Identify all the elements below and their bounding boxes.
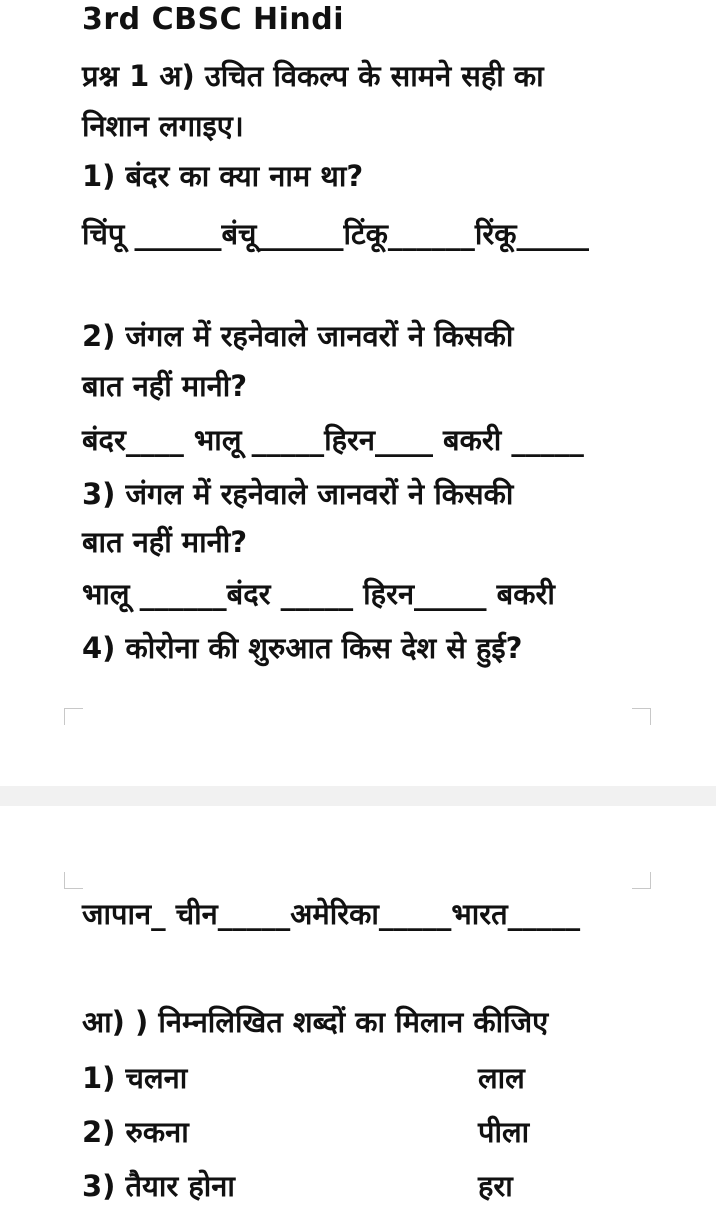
question-1-instruction-line-1: प्रश्न 1 अ) उचित विकल्प के सामने सही का xyxy=(82,59,544,93)
match-left-item: 3) तैयार होना xyxy=(82,1169,235,1203)
match-right-item: लाल xyxy=(478,1061,525,1095)
question-1-3-options: भालू ______बंदर _____ हिरन_____ बकरी xyxy=(82,577,555,611)
match-row xyxy=(82,1058,187,1098)
question-1-4-options: जापान_ चीन_____अमेरिका_____भारत_____ xyxy=(82,897,581,931)
question-1-2-text-line-2: बात नहीं मानी? xyxy=(82,369,248,403)
question-1-1-options: चिंपू ______बंचू______टिंकू______रिंकू_____ xyxy=(82,217,590,251)
document-title: 3rd CBSC Hindi xyxy=(82,2,345,37)
page-corner-mark xyxy=(64,708,83,725)
match-left-item: 1) चलना xyxy=(82,1061,188,1095)
match-left-item: 2) रुकना xyxy=(82,1115,189,1149)
page-break xyxy=(0,786,716,806)
question-1-2-text-line-1: 2) जंगल में रहनेवाले जानवरों ने किसकी xyxy=(82,319,514,353)
question-1-3-text-line-2: बात नहीं मानी? xyxy=(82,525,248,559)
question-1-4-text: 4) कोरोना की शुरुआत किस देश से हुई? xyxy=(82,631,523,665)
match-row xyxy=(82,1112,189,1152)
page-corner-mark xyxy=(632,708,651,725)
question-1-1-text: 1) बंदर का क्या नाम था? xyxy=(82,159,364,193)
match-right-item: हरा xyxy=(478,1169,513,1203)
page-corner-mark xyxy=(632,872,651,889)
match-row xyxy=(82,1166,235,1206)
question-1-instruction-line-2: निशान लगाइए। xyxy=(82,109,244,143)
question-1-3-text-line-1: 3) जंगल में रहनेवाले जानवरों ने किसकी xyxy=(82,477,514,511)
match-right-item: पीला xyxy=(478,1115,530,1149)
page-corner-mark xyxy=(64,872,83,889)
question-1-2-options: बंदर____ भालू _____हिरन____ बकरी _____ xyxy=(82,423,584,457)
question-2-heading: आ) ) निम्नलिखित शब्दों का मिलान कीजिए xyxy=(82,1005,549,1039)
